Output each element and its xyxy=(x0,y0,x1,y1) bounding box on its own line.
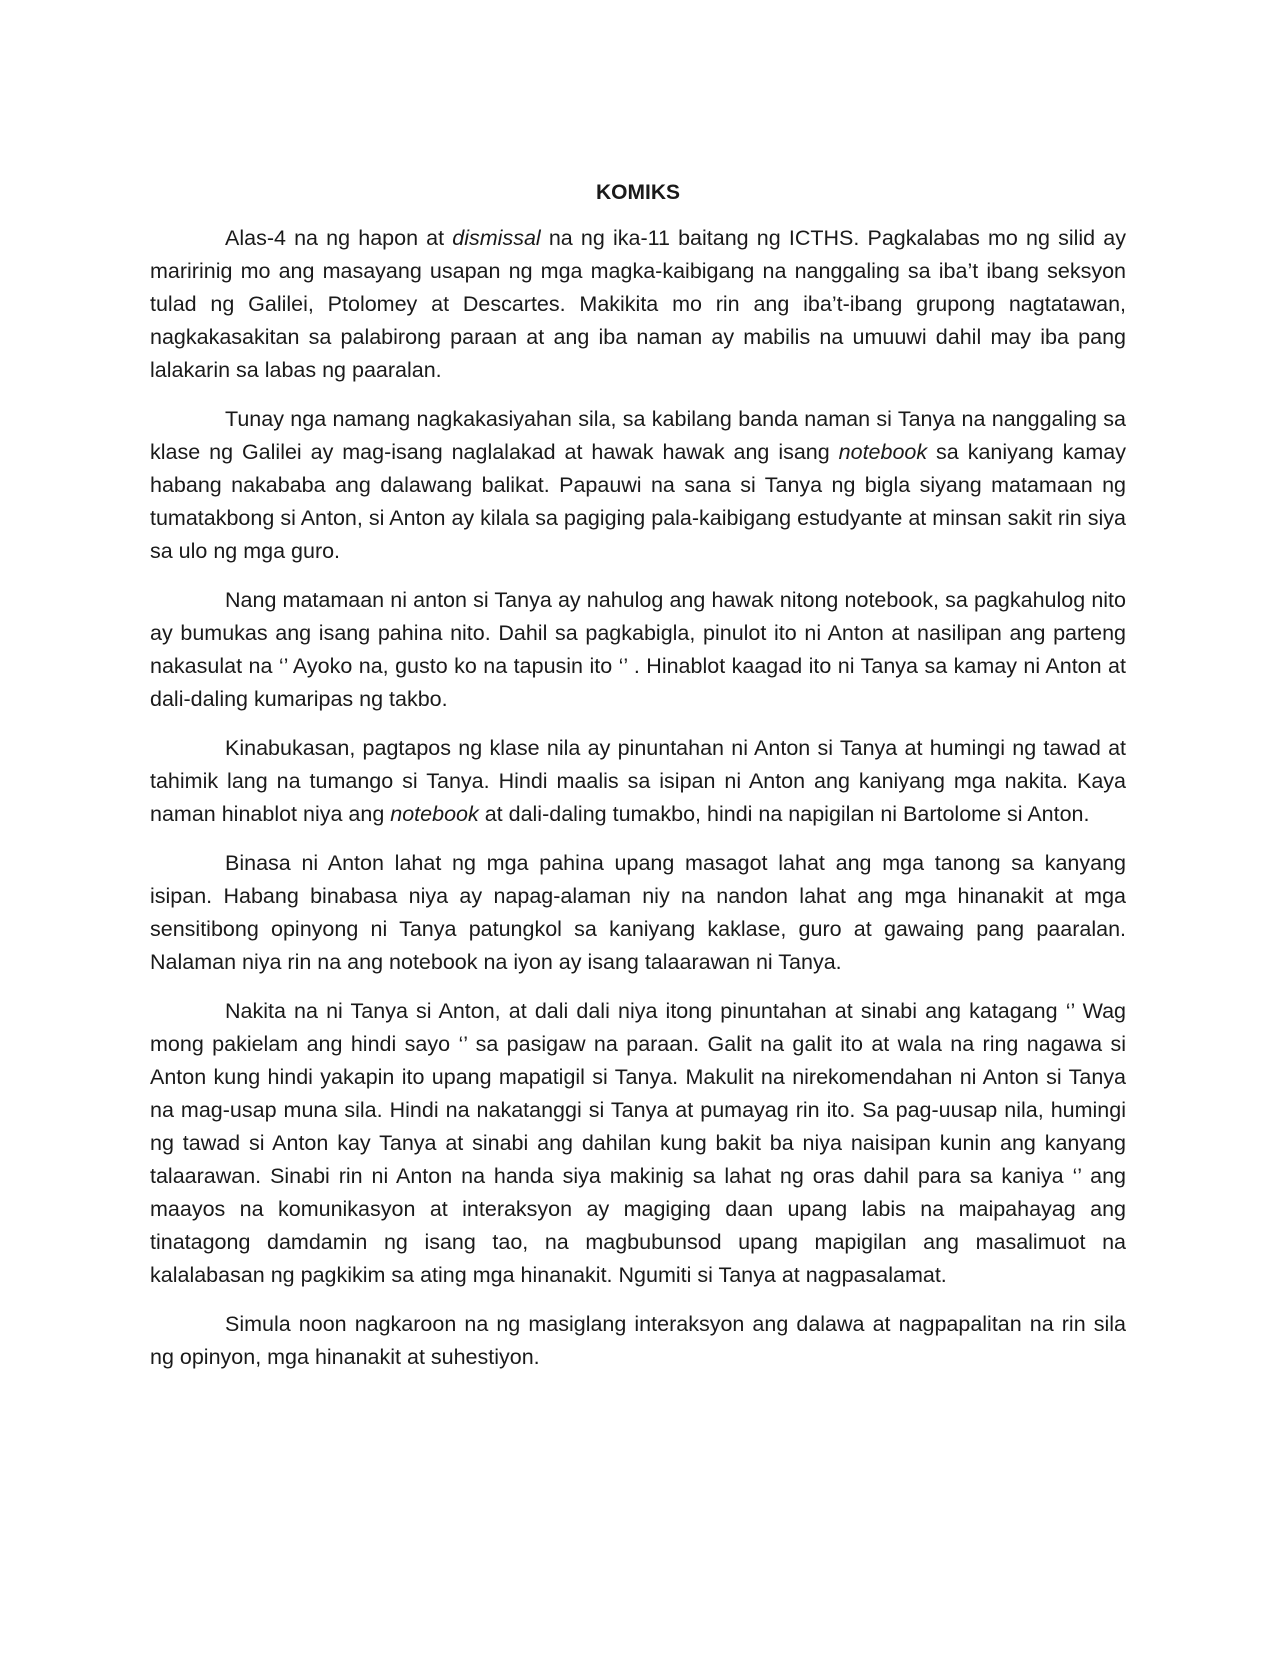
paragraph xyxy=(150,584,1126,716)
italic-run: dismissal xyxy=(452,226,541,250)
paragraph xyxy=(150,732,1126,831)
paragraph xyxy=(150,403,1126,568)
paragraph xyxy=(150,847,1126,979)
document-title: KOMIKS xyxy=(596,181,680,204)
text-run: Tunay nga namang nagkakasiyahan sila, sa kabilang banda naman si Tanya na nanggaling sa klase ng Galilei ay mag-isang naglalakad at hawak hawak ang isang xyxy=(150,407,1126,464)
text-run: at dali-daling tumakbo, hindi na napigilan ni Bartolome si Anton. xyxy=(478,802,1090,826)
paragraph xyxy=(150,1308,1126,1374)
text-run: Nakita na ni Tanya si Anton, at dali dali niya itong pinuntahan at sinabi ang katagang ‘’ Wag mong pakielam ang hindi sayo ‘’ sa pasigaw na paraan. Galit na galit ito at wala na ring nagawa si Anton kung hindi yakapin ito upang mapatigil si Tanya. Makulit na nirekomendahan ni Anton si Tanya na mag-usap muna sila. Hindi na nakatanggi si Tanya at pumayag rin ito. Sa pag-uusap nila, humingi ng tawad si Anton kay Tanya at sinabi ang dahilan kung bakit ba niya naisipan kunin ang kanyang talaarawan. Sinabi rin ni Anton na handa siya makinig sa lahat ng oras dahil para sa kaniya ‘’ ang maayos na komunikasyon at interaksyon ay magiging daan upang labis na maipahayag ang tinatagong damdamin ng isang tao, na magbubunsod upang mapigilan ang masalimuot na kalalabasan ng pagkikim sa ating mga hinanakit. Ngumiti si Tanya at nagpasalamat. xyxy=(150,999,1126,1287)
italic-run: notebook xyxy=(838,440,928,464)
document-page xyxy=(150,178,1126,1390)
italic-run: notebook xyxy=(390,802,479,826)
text-run: Binasa ni Anton lahat ng mga pahina upang masagot lahat ang mga tanong sa kanyang isipan. Habang binabasa niya ay napag-alaman niy na nandon lahat ang mga hinanakit at mga sensitibong opinyong ni Tanya patungkol sa kaniyang kaklase, guro at gawaing pang paaralan. Nalaman niya rin na ang notebook na iyon ay isang talaarawan ni Tanya. xyxy=(150,851,1126,974)
text-run: Alas-4 na ng hapon at xyxy=(225,226,453,250)
text-run: Kinabukasan, pagtapos ng klase nila ay pinuntahan ni Anton si Tanya at humingi ng tawad at tahimik lang na tumango si Tanya. Hindi maalis sa isipan ni Anton ang kaniyang mga nakita. Kaya naman hinablot niya ang xyxy=(150,736,1126,826)
text-run: sa kaniyang kamay habang nakababa ang dalawang balikat. Papauwi na sana si Tanya ng bigla siyang matamaan ng tumatakbong si Anton, si Anton ay kilala sa pagiging pala-kaibigang estudyante at minsan sakit rin siya sa ulo ng mga guro. xyxy=(150,440,1127,563)
paragraph xyxy=(150,222,1126,387)
document-body xyxy=(150,222,1126,1374)
text-run: na ng ika-11 baitang ng ICTHS. Pagkalabas mo ng silid ay maririnig mo ang masayang usapan ng mga magka-kaibigang na nanggaling sa iba’t ibang seksyon tulad ng Galilei, Ptolomey at Descartes. Makikita mo rin ang iba’t-ibang grupong nagtatawan, nagkakasakitan sa palabirong paraan at ang iba naman ay mabilis na umuuwi dahil may iba pang lalakarin sa labas ng paaralan. xyxy=(150,226,1127,382)
text-run: Simula noon nagkaroon na ng masiglang interaksyon ang dalawa at nagpapalitan na rin sila ng opinyon, mga hinanakit at suhestiyon. xyxy=(150,1312,1126,1369)
text-run: Nang matamaan ni anton si Tanya ay nahulog ang hawak nitong notebook, sa pagkahulog nito ay bumukas ang isang pahina nito. Dahil sa pagkabigla, pinulot ito ni Anton at nasilipan ang parteng nakasulat na ‘’ Ayoko na, gusto ko na tapusin ito ‘’ . Hinablot kaagad ito ni Tanya sa kamay ni Anton at dali-daling kumaripas ng takbo. xyxy=(150,588,1126,711)
paragraph xyxy=(150,995,1126,1292)
